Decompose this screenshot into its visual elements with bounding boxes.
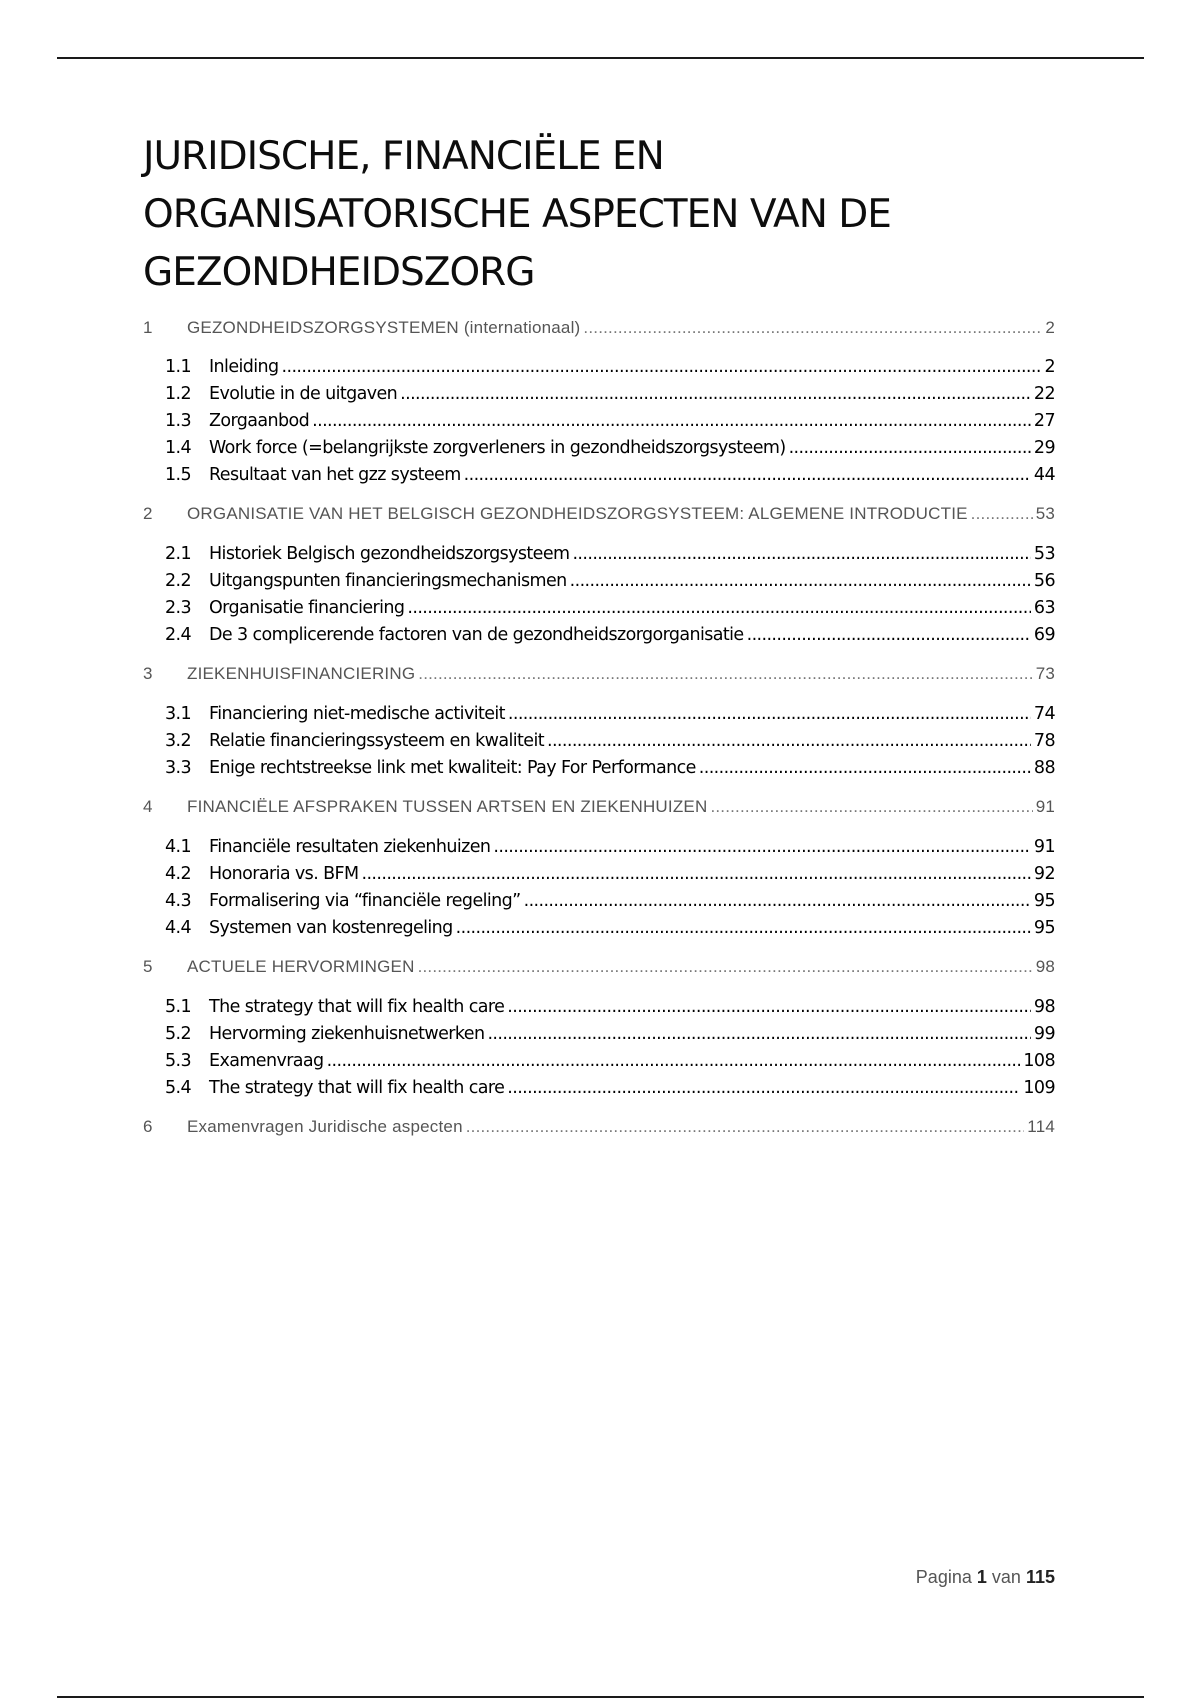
toc-page-number: 69 <box>1033 625 1055 645</box>
toc-section-number: 2.4 <box>165 625 192 645</box>
page-footer <box>916 1567 1055 1588</box>
toc-chapter-number: 4 <box>143 797 153 816</box>
toc-page-number: 91 <box>1035 797 1055 816</box>
toc-leader <box>583 318 1042 338</box>
footer-rule <box>57 1696 1144 1698</box>
title-line-2: ORGANISATORISCHE ASPECTEN VAN DE <box>143 192 891 237</box>
toc-page-number: 56 <box>1033 571 1055 591</box>
toc-page-number: 98 <box>1033 997 1055 1017</box>
toc-leader <box>282 357 1042 377</box>
toc-leader <box>400 384 1031 404</box>
toc-leader <box>572 544 1030 564</box>
toc-section-number: 5.1 <box>165 997 192 1017</box>
toc-section-3-3[interactable] <box>165 758 1055 778</box>
toc-section-title: The strategy that will fix health care <box>209 997 505 1017</box>
toc-page-number: 95 <box>1033 891 1055 911</box>
toc-page-number: 98 <box>1035 957 1055 976</box>
toc-chapter-title: FINANCIËLE AFSPRAKEN TUSSEN ARTSEN EN ZIEKENHUIZEN <box>187 797 708 816</box>
footer-total-pages: 115 <box>1025 1567 1055 1587</box>
toc-page-number: 2 <box>1045 318 1055 337</box>
toc-page-number: 91 <box>1033 837 1055 857</box>
toc-section-title: Uitgangspunten financieringsmechanismen <box>209 571 567 591</box>
toc-section-title: Formalisering via “financiële regeling” <box>209 891 521 911</box>
toc-chapter-title: Examenvragen Juridische aspecten <box>187 1117 463 1136</box>
toc-section-4-3[interactable] <box>165 891 1055 911</box>
toc-chapter-title: ORGANISATIE VAN HET BELGISCH GEZONDHEIDSZORGSYSTEEM: ALGEMENE INTRODUCTIE <box>187 504 968 523</box>
toc-page-number: 27 <box>1033 411 1055 431</box>
toc-section-1-2[interactable] <box>165 384 1055 404</box>
toc-page-number: 53 <box>1035 504 1055 523</box>
toc-section-title: Enige rechtstreekse link met kwaliteit: Pay For Performance <box>209 758 696 778</box>
toc-section-title: The strategy that will fix health care <box>209 1078 505 1098</box>
toc-page-number: 88 <box>1033 758 1055 778</box>
toc-section-1-3[interactable] <box>165 411 1055 431</box>
title-line-3: GEZONDHEIDSZORG <box>143 250 535 295</box>
toc-page-number: 73 <box>1035 664 1055 683</box>
toc-section-5-2[interactable] <box>165 1024 1055 1044</box>
toc-section-5-4[interactable] <box>165 1078 1055 1098</box>
toc-section-number: 1.5 <box>165 465 192 485</box>
toc-section-number: 2.3 <box>165 598 192 618</box>
toc-chapter-3[interactable] <box>143 664 1055 684</box>
toc-leader <box>507 1078 1020 1098</box>
toc-leader <box>466 1117 1025 1137</box>
footer-current-page: 1 <box>976 1567 987 1587</box>
toc-section-title: Financiering niet-medische activiteit <box>209 704 505 724</box>
toc-chapter-title: ACTUELE HERVORMINGEN <box>187 957 415 976</box>
toc-section-number: 1.4 <box>165 438 192 458</box>
toc-section-title: Historiek Belgisch gezondheidszorgsysteem <box>209 544 570 564</box>
toc-section-2-1[interactable] <box>165 544 1055 564</box>
toc-chapter-2[interactable] <box>143 504 1055 524</box>
toc-section-number: 1.3 <box>165 411 192 431</box>
header-rule <box>57 57 1144 59</box>
toc-section-number: 4.2 <box>165 864 192 884</box>
toc-chapter-5[interactable] <box>143 957 1055 977</box>
toc-section-1-1[interactable] <box>165 357 1055 377</box>
toc-section-4-1[interactable] <box>165 837 1055 857</box>
toc-section-number: 4.4 <box>165 918 192 938</box>
toc-section-number: 5.3 <box>165 1051 192 1071</box>
toc-section-title: Evolutie in de uitgaven <box>209 384 398 404</box>
toc-leader <box>493 837 1031 857</box>
toc-page-number: 92 <box>1033 864 1055 884</box>
toc-section-number: 1.1 <box>165 357 192 377</box>
toc-page-number: 53 <box>1033 544 1055 564</box>
toc-section-title: Resultaat van het gzz systeem <box>209 465 461 485</box>
toc-leader <box>971 504 1033 524</box>
toc-section-number: 3.2 <box>165 731 192 751</box>
toc-chapter-title: GEZONDHEIDSZORGSYSTEMEN (internationaal) <box>187 318 581 337</box>
toc-chapter-number: 1 <box>143 318 153 337</box>
toc-section-title: De 3 complicerende factoren van de gezondheidszorgorganisatie <box>209 625 744 645</box>
toc-chapter-number: 5 <box>143 957 153 976</box>
toc-section-2-3[interactable] <box>165 598 1055 618</box>
toc-page-number: 99 <box>1033 1024 1055 1044</box>
toc-leader <box>312 411 1031 431</box>
document-title <box>143 128 1083 302</box>
toc-page-number: 74 <box>1033 704 1055 724</box>
toc-chapter-1[interactable] <box>143 318 1055 338</box>
toc-section-4-4[interactable] <box>165 918 1055 938</box>
toc-section-title: Financiële resultaten ziekenhuizen <box>209 837 491 857</box>
toc-leader <box>407 598 1031 618</box>
toc-leader <box>747 625 1031 645</box>
toc-section-number: 1.2 <box>165 384 192 404</box>
toc-page-number: 108 <box>1023 1051 1055 1071</box>
toc-page-number: 29 <box>1033 438 1055 458</box>
toc-section-title: Organisatie financiering <box>209 598 405 618</box>
toc-leader <box>710 797 1032 817</box>
toc-section-number: 5.2 <box>165 1024 192 1044</box>
toc-section-3-1[interactable] <box>165 704 1055 724</box>
toc-section-1-5[interactable] <box>165 465 1055 485</box>
toc-chapter-4[interactable] <box>143 797 1055 817</box>
toc-section-title: Work force (=belangrijkste zorgverleners in gezondheidszorgsysteem) <box>209 438 786 458</box>
toc-section-2-4[interactable] <box>165 625 1055 645</box>
toc-leader <box>418 957 1033 977</box>
toc-chapter-number: 3 <box>143 664 153 683</box>
toc-section-5-3[interactable] <box>165 1051 1055 1071</box>
toc-page-number: 114 <box>1027 1117 1055 1136</box>
footer-label: Pagina <box>915 1567 972 1587</box>
toc-leader <box>547 731 1031 751</box>
toc-leader <box>789 438 1031 458</box>
toc-chapter-number: 6 <box>143 1117 153 1136</box>
toc-leader <box>508 704 1031 724</box>
toc-section-1-4[interactable] <box>165 438 1055 458</box>
toc-section-title: Zorgaanbod <box>209 411 310 431</box>
toc-leader <box>327 1051 1021 1071</box>
toc-section-4-2[interactable] <box>165 864 1055 884</box>
toc-leader <box>524 891 1031 911</box>
toc-leader <box>456 918 1031 938</box>
toc-section-title: Systemen van kostenregeling <box>209 918 453 938</box>
toc-page-number: 63 <box>1033 598 1055 618</box>
toc-leader <box>699 758 1031 778</box>
toc-leader <box>464 465 1031 485</box>
title-line-1: JURIDISCHE, FINANCIËLE EN <box>143 134 664 179</box>
toc-section-number: 3.1 <box>165 704 192 724</box>
toc-section-title: Hervorming ziekenhuisnetwerken <box>209 1024 485 1044</box>
toc-section-number: 4.3 <box>165 891 192 911</box>
toc-section-number: 2.2 <box>165 571 192 591</box>
toc-section-3-2[interactable] <box>165 731 1055 751</box>
toc-chapter-6[interactable] <box>143 1117 1055 1137</box>
toc-section-title: Inleiding <box>209 357 279 377</box>
toc-section-number: 5.4 <box>165 1078 192 1098</box>
toc-section-number: 3.3 <box>165 758 192 778</box>
toc-section-2-2[interactable] <box>165 571 1055 591</box>
toc-section-number: 2.1 <box>165 544 192 564</box>
toc-section-title: Relatie financieringssysteem en kwaliteit <box>209 731 544 751</box>
toc-chapter-title: ZIEKENHUISFINANCIERING <box>187 664 416 683</box>
toc-leader <box>418 664 1032 684</box>
toc-page-number: 22 <box>1033 384 1055 404</box>
footer-separator: van <box>991 1567 1021 1587</box>
toc-leader <box>507 997 1031 1017</box>
toc-leader <box>487 1024 1030 1044</box>
toc-leader <box>362 864 1031 884</box>
toc-leader <box>570 571 1031 591</box>
toc-page-number: 95 <box>1033 918 1055 938</box>
toc-section-title: Honoraria vs. BFM <box>209 864 359 884</box>
toc-section-title: Examenvraag <box>209 1051 324 1071</box>
toc-section-number: 4.1 <box>165 837 192 857</box>
toc-page-number: 109 <box>1023 1078 1055 1098</box>
toc-chapter-number: 2 <box>143 504 153 523</box>
toc-page-number: 78 <box>1033 731 1055 751</box>
toc-section-5-1[interactable] <box>165 997 1055 1017</box>
toc-page-number: 44 <box>1033 465 1055 485</box>
toc-page-number: 2 <box>1044 357 1055 377</box>
